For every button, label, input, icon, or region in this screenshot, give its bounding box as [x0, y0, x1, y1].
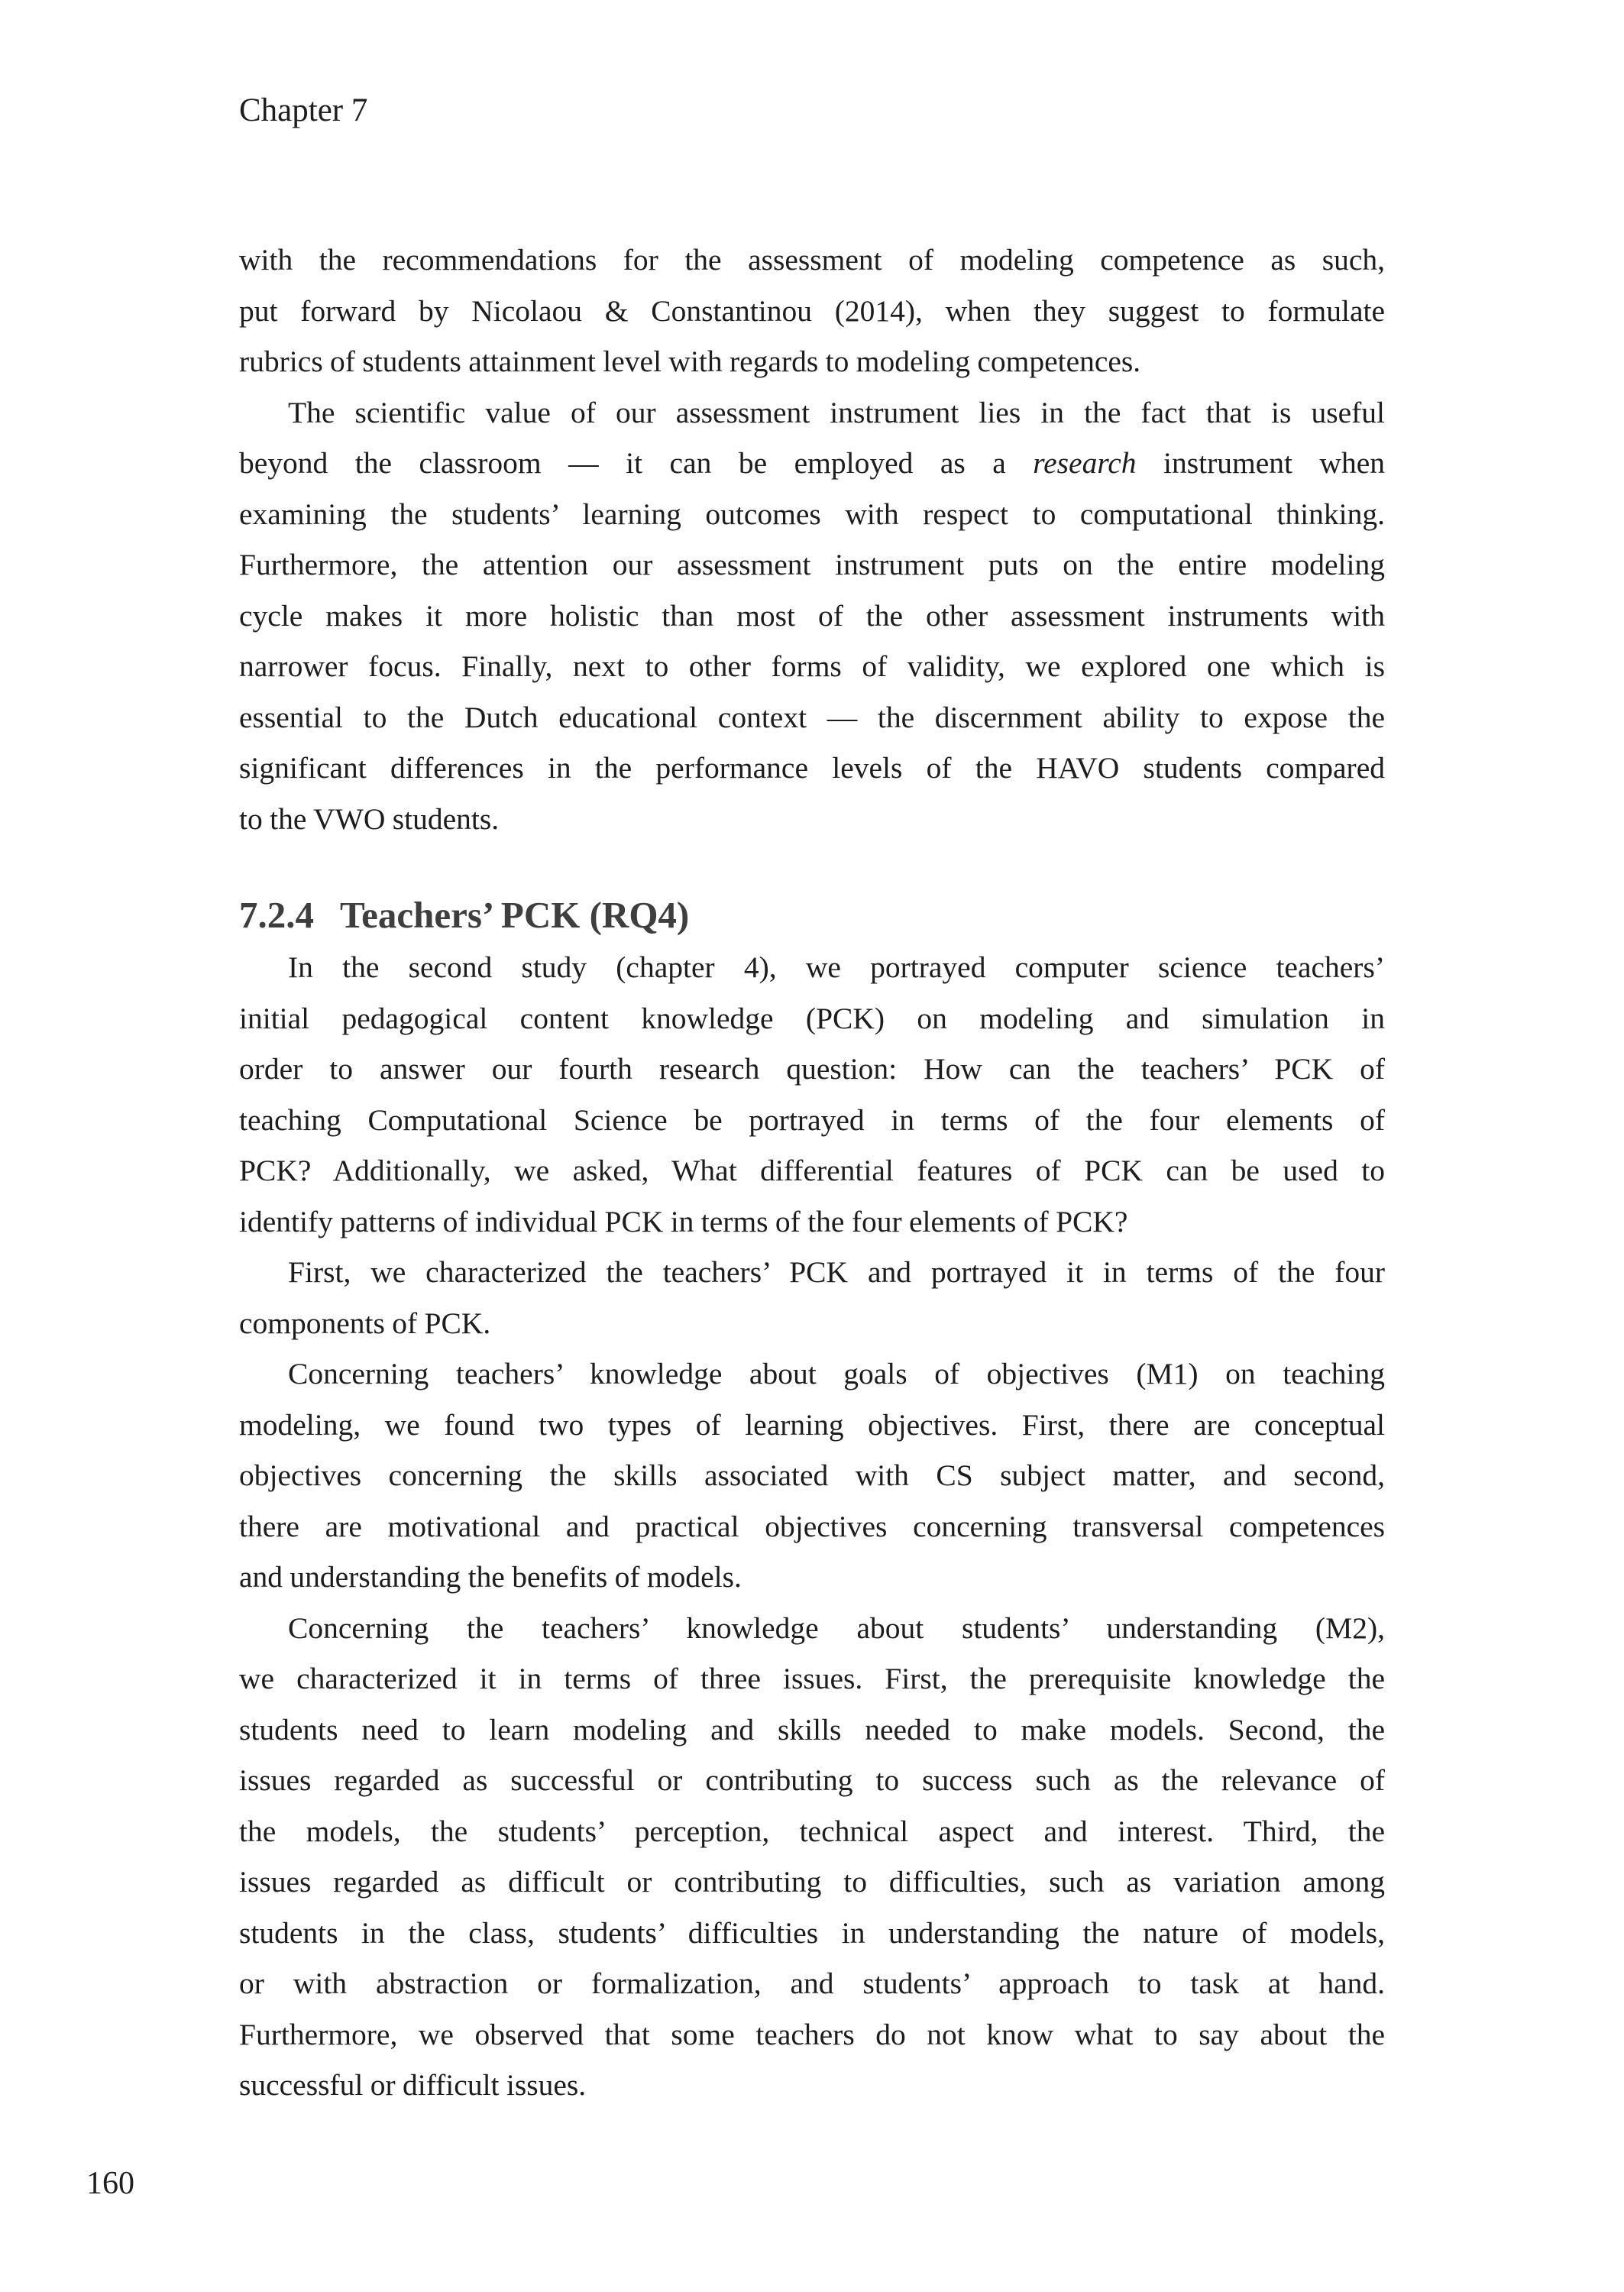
text-line: modeling, we found two types of learning objectives. First, there are conceptual: [239, 1407, 1385, 1442]
text-line: or with abstraction or formalization, and students’ approach to task at hand.: [239, 1967, 1385, 2000]
text-line: we characterized it in terms of three issues. First, the prerequisite knowledge the: [239, 1662, 1385, 1695]
text-line: initial pedagogical content knowledge (PCK) on modeling and simulation in: [239, 1001, 1385, 1035]
text-line: successful or difficult issues.: [239, 2068, 587, 2102]
paragraph: [239, 1603, 1385, 2111]
text-line: identify patterns of individual PCK in terms of the four elements of PCK?: [239, 1204, 1128, 1238]
text-line: components of PCK.: [239, 1306, 491, 1340]
paragraph: [239, 1247, 1385, 1348]
page-number: 160: [86, 2166, 134, 2201]
paragraph: [239, 387, 1385, 845]
text-line: put forward by Nicolaou & Constantinou (2014), when they suggest to formulate: [239, 293, 1385, 328]
paragraph: [239, 942, 1385, 1247]
paragraph: [239, 235, 1385, 387]
text-line: PCK? Additionally, we asked, What differential features of PCK can be used to: [239, 1154, 1385, 1187]
text-line: Furthermore, we observed that some teachers do not know what to say about the: [239, 2017, 1385, 2051]
section-heading: [239, 889, 1385, 942]
text-block: [239, 235, 1385, 2111]
text-line: In the second study (chapter 4), we portrayed computer science teachers’: [288, 950, 1385, 984]
text-line: examining the students’ learning outcomes with respect to computational thinking.: [239, 497, 1385, 531]
text-line: order to answer our fourth research question: How can the teachers’ PCK of: [239, 1052, 1385, 1086]
text-line: Concerning the teachers’ knowledge about students’ understanding (M2),: [288, 1611, 1385, 1645]
text-line: students need to learn modeling and skills needed to make models. Second, the: [239, 1712, 1385, 1747]
text-line: First, we characterized the teachers’ PCK and portrayed it in terms of the four: [288, 1255, 1385, 1289]
text-line: essential to the Dutch educational context — the discernment ability to expose the: [239, 700, 1385, 734]
text-line: there are motivational and practical objectives concerning transversal competences: [239, 1509, 1385, 1543]
text-line: teaching Computational Science be portrayed in terms of the four elements of: [239, 1102, 1385, 1137]
text-line: cycle makes it more holistic than most of the other assessment instruments with: [239, 598, 1385, 633]
text-line: significant differences in the performance levels of the HAVO students compared: [239, 751, 1385, 785]
text-line: to the VWO students.: [239, 801, 500, 836]
section-number: 7.2.4: [239, 894, 314, 936]
running-header: Chapter 7: [239, 92, 368, 128]
text-line: and understanding the benefits of models.: [239, 1560, 742, 1594]
text-line: Furthermore, the attention our assessment instrument puts on the entire modeling: [239, 548, 1385, 581]
text-line: narrower focus. Finally, next to other forms of validity, we explored one which is: [239, 649, 1385, 683]
text-line: objectives concerning the skills associated with CS subject matter, and second,: [239, 1458, 1385, 1492]
text-line: Concerning teachers’ knowledge about goals of objectives (M1) on teaching: [288, 1357, 1385, 1390]
text-line: The scientific value of our assessment instrument lies in the fact that is useful: [288, 395, 1385, 429]
text-line: issues regarded as successful or contributing to success such as the relevance of: [239, 1763, 1385, 1797]
section-title: Teachers’ PCK (RQ4): [340, 894, 690, 936]
text-line: issues regarded as difficult or contributing to difficulties, such as variation among: [239, 1865, 1385, 1899]
text-line: with the recommendations for the assessment of modeling competence as such,: [239, 243, 1385, 277]
paragraph: [239, 1348, 1385, 1603]
text-line: the models, the students’ perception, technical aspect and interest. Third, the: [239, 1814, 1385, 1848]
text-line: students in the class, students’ difficulties in understanding the nature of models,: [239, 1915, 1385, 1950]
text-line: beyond the classroom — it can be employed as a research instrument when: [239, 446, 1385, 480]
text-line: rubrics of students attainment level with regards to modeling competences.: [239, 345, 1141, 378]
